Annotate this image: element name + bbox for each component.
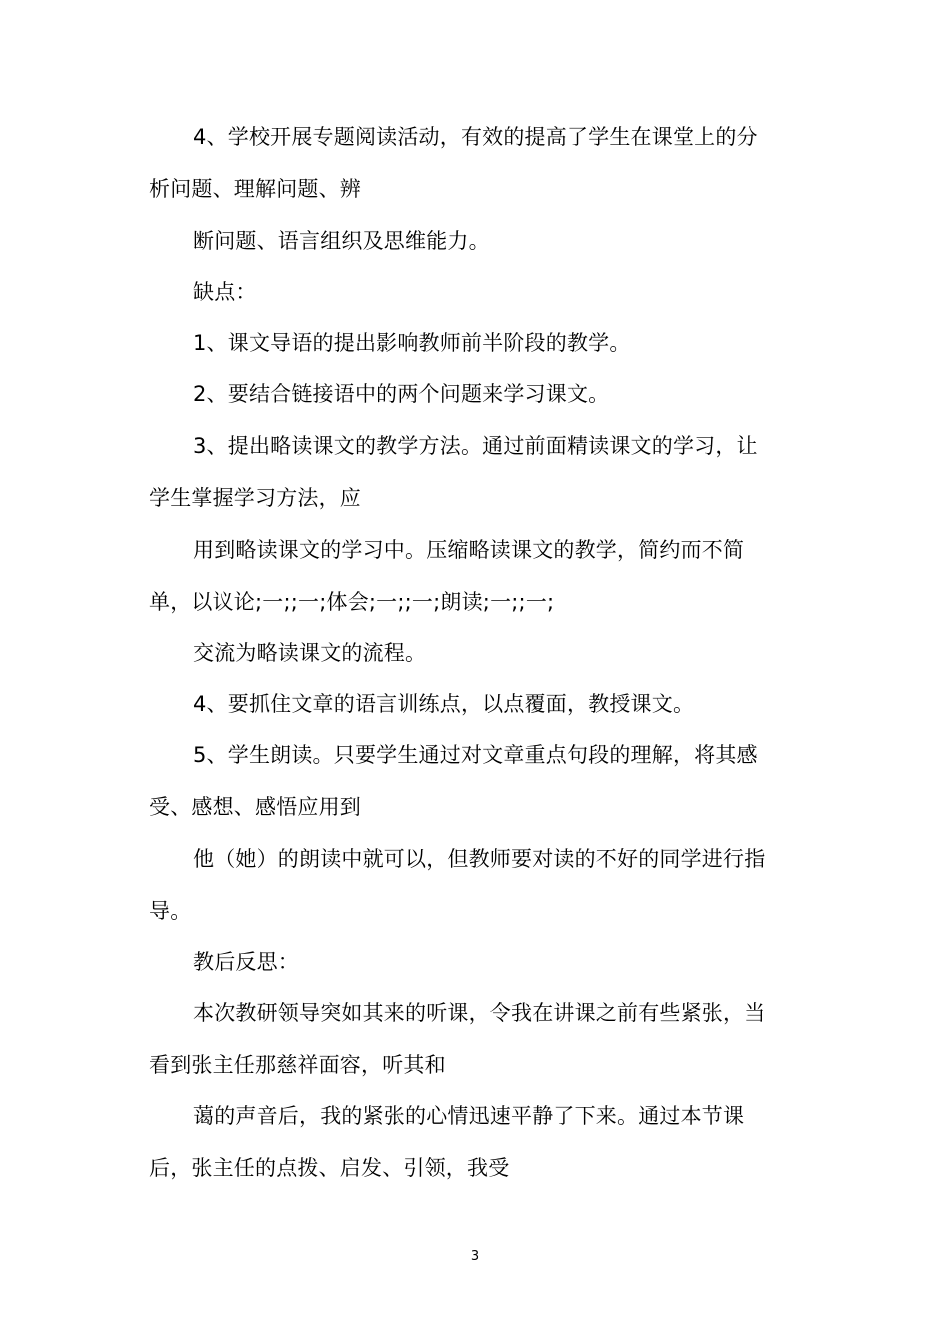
text-line: 1、课文导语的提出影响教师前半阶段的教学。 [193,331,631,355]
text-line: 导。 [149,899,192,923]
section-heading: 教后反思： [193,950,299,974]
text-line: 他（她）的朗读中就可以，但教师要对读的不好的同学进行指 [193,847,766,871]
text-line: 4、学校开展专题阅读活动，有效的提高了学生在课堂上的分 [193,125,758,149]
text-line: 看到张主任那慈祥面容，听其和 [149,1053,446,1077]
text-line: 后，张主任的点拨、启发、引领，我受 [149,1156,510,1180]
text-line: 学生掌握学习方法，应 [149,486,361,510]
text-line: 交流为略读课文的流程。 [193,641,427,665]
text-line: 受、感想、感悟应用到 [149,795,361,819]
text-line: 蔼的声音后，我的紧张的心情迅速平静了下来。通过本节课 [193,1104,745,1128]
text-line: 5、学生朗读。只要学生通过对文章重点句段的理解，将其感 [193,743,758,767]
section-heading: 缺点： [193,280,257,304]
text-line: 用到略读课文的学习中。压缩略读课文的教学，简约而不简 [193,538,745,562]
text-line: 断问题、语言组织及思维能力。 [193,229,490,253]
text-line: 4、要抓住文章的语言训练点，以点覆面，教授课文。 [193,692,695,716]
text-line: 2、要结合链接语中的两个问题来学习课文。 [193,382,610,406]
text-line: 3、提出略读课文的教学方法。通过前面精读课文的学习，让 [193,434,758,458]
text-line: 单，以议论;一;;一;体会;一;;一;朗读;一;;一; [149,590,555,614]
text-line: 析问题、理解问题、辨 [149,177,361,201]
page-number: 3 [470,1249,480,1264]
text-line: 本次教研领导突如其来的听课，令我在讲课之前有些紧张，当 [193,1001,766,1025]
